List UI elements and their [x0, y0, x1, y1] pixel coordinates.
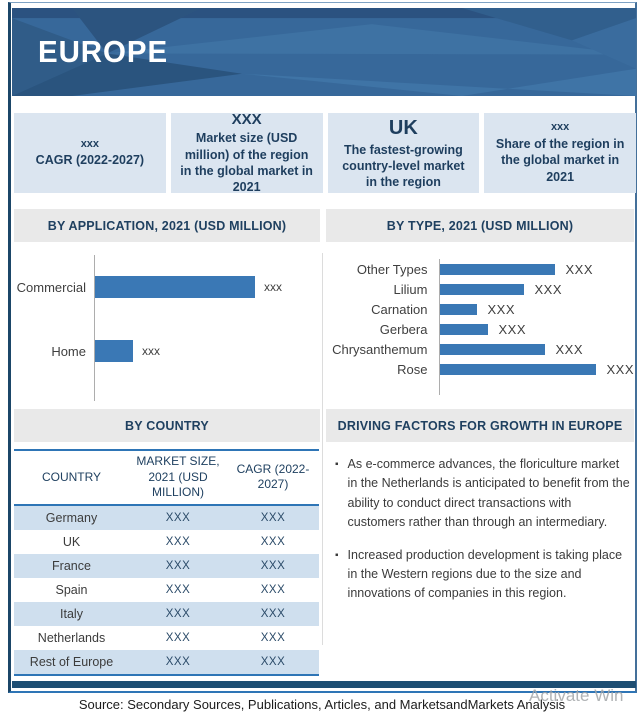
section-header-by-application: BY APPLICATION, 2021 (USD MILLION) [14, 209, 320, 242]
category-label-rose: Rose [397, 361, 428, 377]
bar-row-chrysanthemum [440, 339, 634, 359]
market-size-value: XXX [165, 583, 191, 596]
section-header-by-type: BY TYPE, 2021 (USD MILLION) [326, 209, 634, 242]
country-name: Spain [55, 582, 88, 597]
stats-row [14, 110, 636, 195]
bar-home [95, 340, 133, 362]
bar-rose [440, 364, 596, 375]
stat-box-2 [171, 110, 323, 195]
category-label-carnation: Carnation [371, 301, 428, 317]
bar-row-home [95, 319, 320, 383]
table-row-uk [14, 530, 319, 554]
driving-factor-1 [335, 455, 631, 533]
cagr-value: XXX [260, 535, 286, 548]
bar-row-other-types [440, 259, 634, 279]
bar-chrysanthemum [440, 344, 545, 355]
bar-value-commercial: xxx [264, 280, 282, 294]
market-size-value: XXX [165, 535, 191, 548]
driving-factors-list [335, 455, 631, 617]
chart-plot-area [439, 259, 634, 395]
stat-box-3 [328, 113, 480, 193]
section-header-by-country: BY COUNTRY [14, 409, 320, 442]
stat-label: CAGR (2022-2027) [35, 153, 145, 168]
cagr-value: XXX [260, 631, 286, 644]
category-label-gerbera: Gerbera [379, 321, 428, 337]
table-row-france [14, 554, 319, 578]
bar-gerbera [440, 324, 488, 335]
stat-value: UK [388, 116, 418, 139]
category-label-chrysanthemum: Chrysanthemum [332, 341, 428, 357]
square-bullet-icon: ▪ [335, 459, 339, 470]
stat-box-1 [14, 113, 166, 193]
market-size-value: XXX [165, 511, 191, 524]
cagr-value: XXX [260, 559, 286, 572]
bar-value-gerbera: XXX [498, 321, 526, 337]
stat-value: xxx [550, 121, 570, 134]
table-row-rest-of-europe [14, 650, 319, 674]
bar-row-rose [440, 359, 634, 379]
infographic-frame [8, 2, 637, 693]
cagr-value: XXX [260, 511, 286, 524]
category-label-lilium: Lilium [393, 281, 428, 297]
market-size-value: XXX [165, 631, 191, 644]
chart-category-labels [326, 259, 439, 395]
chart-category-labels [14, 255, 94, 401]
header-banner [12, 8, 636, 96]
market-size-value: XXX [165, 559, 191, 572]
cagr-value: XXX [260, 655, 286, 668]
category-label-commercial: Commercial [16, 279, 86, 295]
bar-row-gerbera [440, 319, 634, 339]
country-name: Netherlands [37, 630, 106, 645]
page-title: EUROPE [38, 34, 169, 69]
country-name: Italy [60, 606, 83, 621]
by-application-chart [14, 255, 320, 401]
driving-factor-2 [335, 546, 631, 604]
chart-plot-area [94, 255, 320, 401]
market-size-value: XXX [165, 655, 191, 668]
table-row-netherlands [14, 626, 319, 650]
table-row-germany [14, 506, 319, 530]
bar-value-other-types: XXX [565, 261, 593, 277]
country-table [14, 449, 319, 676]
bar-lilium [440, 284, 524, 295]
cagr-value: XXX [260, 607, 286, 620]
activate-windows-watermark: Activate Win [529, 686, 624, 705]
bar-value-lilium: XXX [534, 281, 562, 297]
table-header-row [14, 451, 319, 506]
section-header-driving-factors: DRIVING FACTORS FOR GROWTH IN EUROPE [326, 409, 634, 442]
bar-row-commercial [95, 255, 320, 319]
country-name: France [52, 558, 91, 573]
bar-row-lilium [440, 279, 634, 299]
country-name: Rest of Europe [29, 654, 114, 669]
bar-carnation [440, 304, 477, 315]
bar-row-carnation [440, 299, 634, 319]
source-attribution: Source: Secondary Sources, Publications, Articles, and MarketsandMarkets Analysis [78, 697, 566, 712]
bar-other-types [440, 264, 555, 275]
stat-value: xxx [80, 137, 100, 150]
country-name: UK [62, 534, 81, 549]
stat-box-4 [484, 113, 636, 193]
stat-label: Market size (USD million) of the region in the global market in 2021 [180, 131, 313, 195]
driving-factor-text: Increased production development is taking place in the Western regions due to the size and innovations of companies in this region. [347, 547, 623, 601]
bar-value-carnation: XXX [487, 301, 515, 317]
square-bullet-icon: ▪ [335, 549, 339, 561]
column-header-country: COUNTRY [41, 469, 102, 484]
category-label-home: Home [51, 343, 86, 359]
category-label-other-types: Other Types [356, 261, 428, 277]
table-row-italy [14, 602, 319, 626]
bar-commercial [95, 276, 255, 298]
market-size-value: XXX [165, 607, 191, 620]
column-divider [322, 253, 323, 645]
driving-factor-text: As e-commerce advances, the floriculture market in the Netherlands is anticipated to benefit from the ability to conduct direct transactions with customers rather than through an intermediary. [347, 457, 630, 530]
column-header-cagr-2022-2027-: CAGR (2022-2027) [236, 461, 310, 492]
bar-value-chrysanthemum: XXX [555, 341, 583, 357]
column-header-market-size: MARKET SIZE, 2021 (USD MILLION) [136, 454, 220, 500]
table-row-spain [14, 578, 319, 602]
stat-label: Share of the region in the global market in 2021 [495, 137, 625, 184]
bar-value-rose: XXX [606, 361, 634, 377]
bar-value-home: xxx [142, 344, 160, 358]
country-name: Germany [45, 510, 98, 525]
by-type-chart [326, 259, 634, 395]
cagr-value: XXX [260, 583, 286, 596]
stat-value: XXX [231, 110, 262, 128]
stat-label: The fastest-growing country-level market in the region [342, 142, 465, 190]
